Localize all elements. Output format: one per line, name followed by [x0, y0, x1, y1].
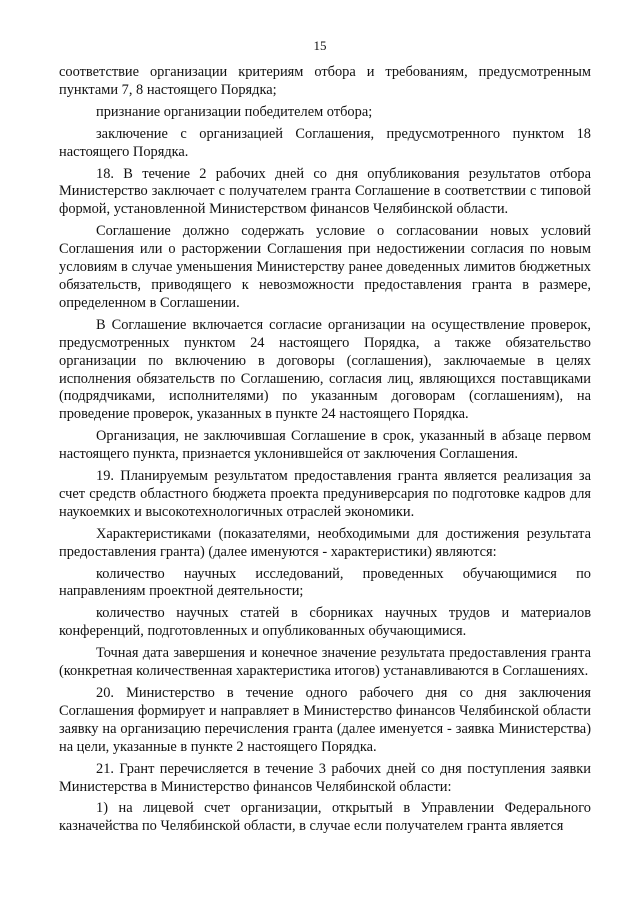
paragraph: количество научных исследований, проведенных обучающимися по направлениям проектной деятельности; — [59, 565, 591, 600]
paragraph: заключение с организацией Соглашения, предусмотренного пунктом 18 настоящего Порядка. — [59, 125, 591, 160]
page-number: 15 — [313, 38, 327, 53]
paragraph: 1) на лицевой счет организации, открытый в Управлении Федерального казначейства по Челябинской области, в случае если получателем гранта является — [59, 800, 591, 835]
paragraph: признание организации победителем отбора; — [96, 103, 373, 120]
paragraph: Точная дата завершения и конечное значение результата предоставления гранта (конкретная количественная характеристика итогов) устанавливаются в Соглашениях. — [59, 645, 591, 680]
document-body — [59, 64, 591, 836]
paragraph: 20. Министерство в течение одного рабочего дня со дня заключения Соглашения формирует и направляет в Министерство финансов Челябинской области заявку на организацию перечисления гранта (далее именуется - заявка Министерства) на цели, указанные в пункте 2 настоящего Порядка. — [59, 685, 591, 755]
paragraph: 21. Грант перечисляется в течение 3 рабочих дней со дня поступления заявки Министерства в Министерство финансов Челябинской области: — [59, 760, 591, 795]
paragraph: Характеристиками (показателями, необходимыми для достижения результата предоставления гранта) (далее именуются - характеристики) являются: — [59, 525, 591, 560]
paragraph: 18. В течение 2 рабочих дней со дня опубликования результатов отбора Министерство заключает с получателем гранта Соглашение в соответствии с типовой формой, установленной Министерством финансов Челябинской области. — [59, 165, 591, 218]
paragraph: Организация, не заключившая Соглашение в срок, указанный в абзаце первом настоящего пункта, признается уклонившейся от заключения Соглашения. — [59, 428, 591, 463]
paragraph: Соглашение должно содержать условие о согласовании новых условий Соглашения или о расторжении Соглашения при недостижении согласия по новым условиям в случае уменьшения Министерству ранее доведенных лимитов бюджетных обязательств, приводящего к невозможности предоставления гранта в размере, определенном в Соглашении. — [59, 223, 591, 311]
paragraph: 19. Планируемым результатом предоставления гранта является реализация за счет средств областного бюджета проекта предуниверсария по подготовке кадров для наукоемких и высокотехнологичных отраслей экономики. — [59, 468, 591, 520]
paragraph: количество научных статей в сборниках научных трудов и материалов конференций, подготовленных и опубликованных обучающимися. — [59, 605, 591, 640]
paragraph: соответствие организации критериям отбора и требованиям, предусмотренным пунктами 7, 8 настоящего Порядка; — [59, 64, 591, 98]
paragraph: В Соглашение включается согласие организации на осуществление проверок, предусмотренных пунктом 24 настоящего Порядка, а также обязательство организации по включению в договоры (соглашения), заключаемые в целях исполнения обязательств по Соглашению, согласия лиц, являющихся поставщиками (подрядчиками, исполнителями) по указанным договорам (соглашениям), на проведение проверок, указанных в пункте 24 настоящего Порядка. — [59, 316, 591, 423]
